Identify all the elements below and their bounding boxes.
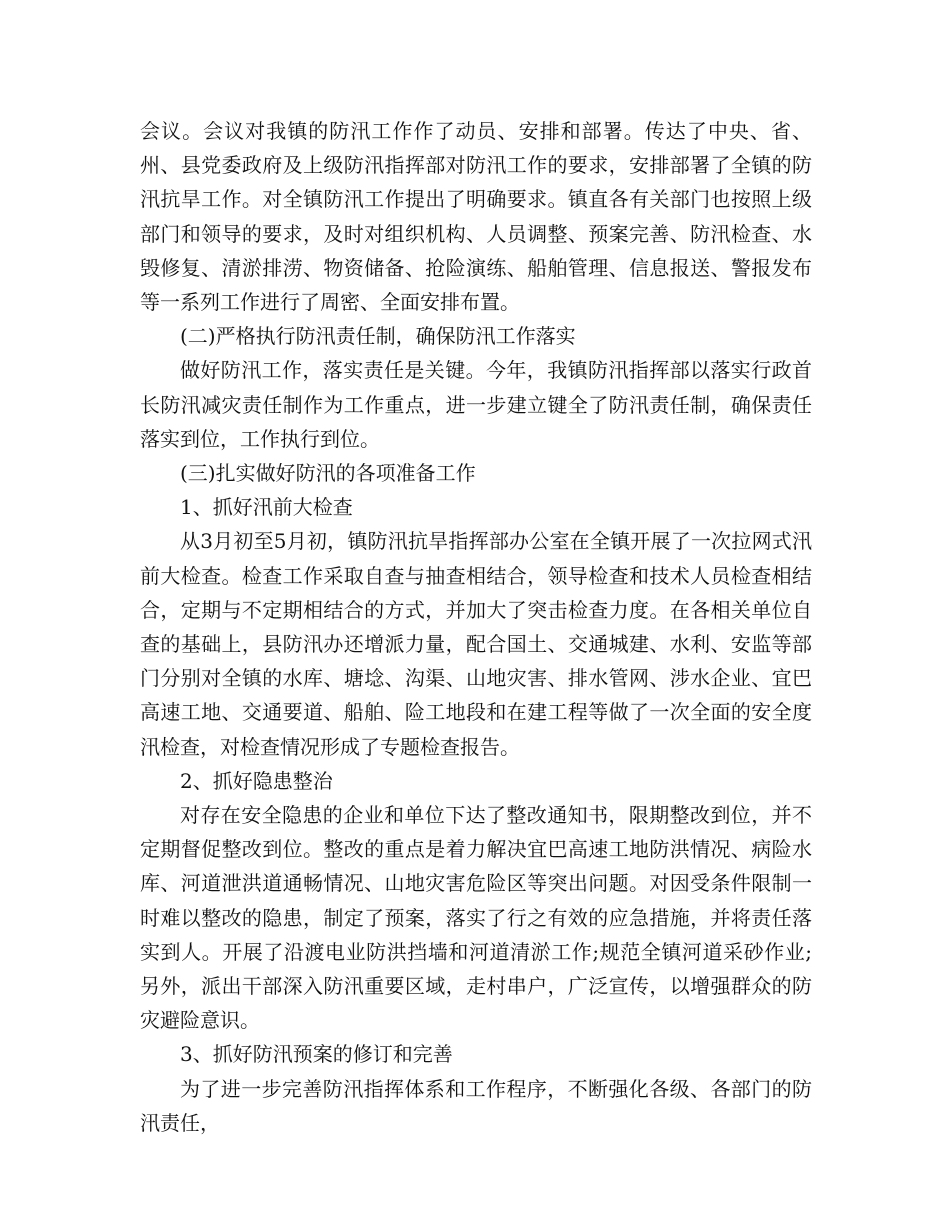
section-heading-preparation: (三)扎实做好防汛的各项准备工作: [180, 461, 476, 486]
document-page: [140, 114, 812, 1140]
subheading-plan-revision: 3、抓好防汛预案的修订和完善: [180, 1042, 453, 1067]
paragraph-responsibility: 做好防汛工作，落实责任是关键。今年，我镇防汛指挥部以落实行政首长防汛减灾责任制作为工作重点，进一步建立键全了防汛责任制，确保责任落实到位，工作执行到位。: [140, 358, 812, 451]
section-heading-responsibility: (二)严格执行防汛责任制，确保防汛工作落实: [180, 324, 576, 349]
paragraph-hazard-rectification: 对存在安全隐患的企业和单位下达了整改通知书，限期整改到位，并不定期督促整改到位。整改的重点是着力解决宜巴高速工地防洪情况、病险水库、河道泄洪道通畅情况、山地灾害危险区等突出问题。对因受条件限制一时难以整改的隐患，制定了预案，落实了行之有效的应急措施，并将责任落实到人。开展了沿渡电业防洪挡墙和河道清淤工作;规范全镇河道采砂作业;另外，派出干部深入防汛重要区域，走村串户，广泛宣传，以增强群众的防灾避险意识。: [140, 803, 812, 1033]
subheading-pre-flood-inspection: 1、抓好汛前大检查: [180, 495, 353, 520]
paragraph-pre-flood-inspection: 从3月初至5月初，镇防汛抗旱指挥部办公室在全镇开展了一次拉网式汛前大检查。检查工作采取自查与抽查相结合，领导检查和技术人员检查相结合，定期与不定期相结合的方式，并加大了突击检查力度。在各相关单位自查的基础上，县防汛办还增派力量，配合国土、交通城建、水利、安监等部门分别对全镇的水库、塘埝、沟渠、山地灾害、排水管网、涉水企业、宜巴高速工地、交通要道、船舶、险工地段和在建工程等做了一次全面的安全度汛检查，对检查情况形成了专题检查报告。: [140, 529, 812, 759]
paragraph-plan-revision: 为了进一步完善防汛指挥体系和工作程序，不断强化各级、各部门的防汛责任，: [140, 1076, 812, 1135]
subheading-hazard-rectification: 2、抓好隐患整治: [180, 768, 333, 793]
paragraph-meeting-deployment: 会议。会议对我镇的防汛工作作了动员、安排和部署。传达了中央、省、州、县党委政府及上级防汛指挥部对防汛工作的要求，安排部署了全镇的防汛抗旱工作。对全镇防汛工作提出了明确要求。镇直各有关部门也按照上级部门和领导的要求，及时对组织机构、人员调整、预案完善、防汛检查、水毁修复、清淤排涝、物资储备、抢险演练、船舶管理、信息报送、警报发布等一系列工作进行了周密、全面安排布置。: [140, 119, 812, 315]
